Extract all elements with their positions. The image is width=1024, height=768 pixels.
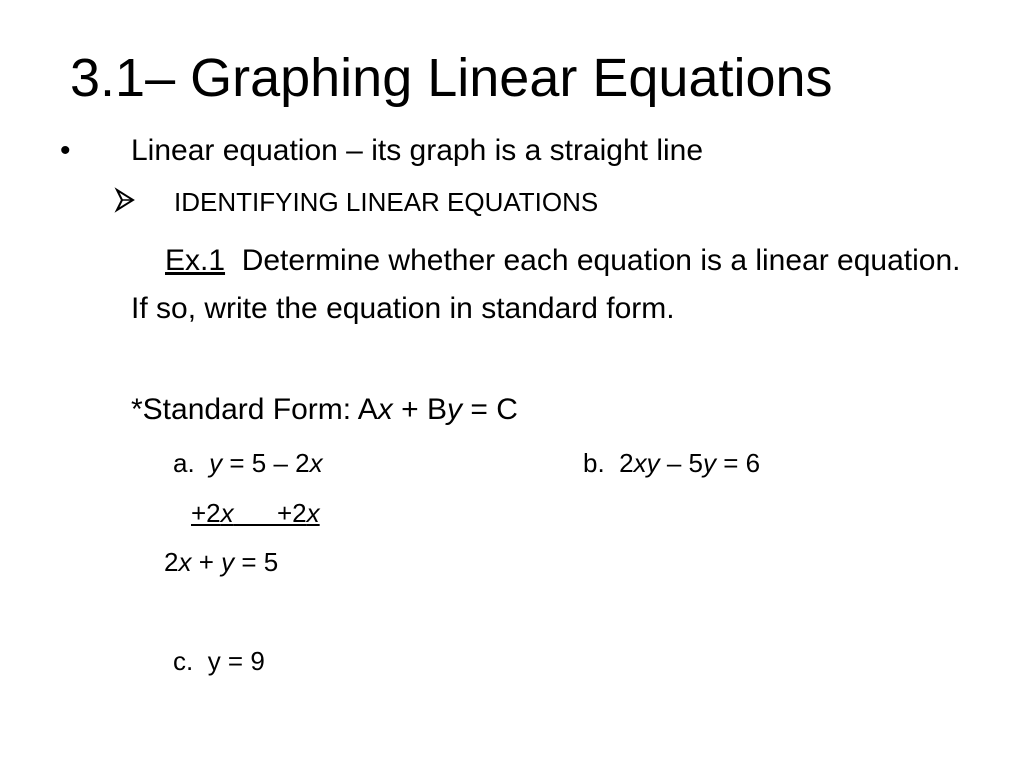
example-paragraph xyxy=(131,237,971,333)
problem-a-label: a. xyxy=(173,448,195,478)
problem-a-step-p2: +2 xyxy=(233,498,307,528)
standard-form-suffix: = C xyxy=(462,393,518,426)
arrow-bullet-icon xyxy=(114,186,138,214)
slide-title: 3.1– Graphing Linear Equations xyxy=(70,48,833,108)
problem-b-y: y xyxy=(702,448,716,478)
example-instruction: Determine whether each equation is a linear equation. If so, write the equation in standard form. xyxy=(131,244,961,325)
problem-c-label: c. xyxy=(173,646,194,676)
standard-form-prefix: *Standard Form: A xyxy=(131,393,378,426)
problem-b-xy: xy xyxy=(633,448,660,478)
problem-a-x: x xyxy=(309,448,323,478)
problem-a xyxy=(173,446,323,480)
problem-a-result-y: y xyxy=(221,547,235,577)
problem-a-result-rest: = 5 xyxy=(234,547,279,577)
problem-b-label: b. xyxy=(583,448,605,478)
problem-c-equation: y = 9 xyxy=(207,646,265,676)
problem-a-step-x2: x xyxy=(306,498,320,528)
bullet-marker: • xyxy=(60,134,71,167)
standard-form-x: x xyxy=(377,393,393,426)
bullet-text: Linear equation – its graph is a straight line xyxy=(131,134,704,167)
problem-b xyxy=(583,446,760,480)
problem-a-step xyxy=(191,496,320,530)
problem-c xyxy=(173,644,265,678)
problem-a-step-p1: +2 xyxy=(191,498,221,528)
standard-form xyxy=(131,388,518,432)
problem-b-mid: – 5 xyxy=(659,448,703,478)
problem-a-y: y xyxy=(209,448,223,478)
problem-a-step-x1: x xyxy=(220,498,234,528)
problem-b-coef: 2 xyxy=(619,448,634,478)
problem-a-result xyxy=(164,545,278,579)
example-label: Ex.1 xyxy=(165,244,226,277)
problem-b-rest: = 6 xyxy=(715,448,761,478)
problem-a-result-x: x xyxy=(178,547,192,577)
problem-a-rest: = 5 – 2 xyxy=(222,448,310,478)
problem-a-result-coef: 2 xyxy=(164,547,179,577)
standard-form-mid: + B xyxy=(392,393,447,426)
problem-a-result-mid: + xyxy=(191,547,222,577)
standard-form-y: y xyxy=(447,393,462,426)
subbullet-text: IDENTIFYING LINEAR EQUATIONS xyxy=(174,187,599,217)
